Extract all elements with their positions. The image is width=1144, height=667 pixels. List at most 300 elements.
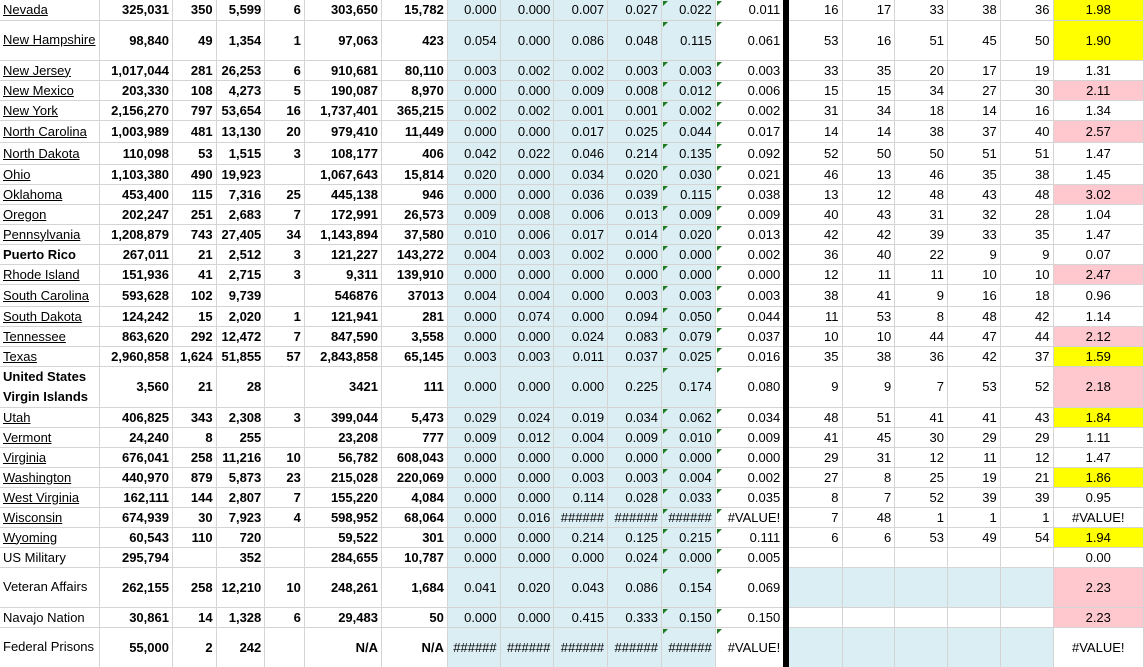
- row-label-cell[interactable]: Texas: [0, 346, 99, 366]
- data-cell[interactable]: 203,330: [99, 80, 172, 100]
- data-cell[interactable]: 8: [786, 487, 842, 507]
- data-cell[interactable]: 0.000: [447, 366, 500, 407]
- data-cell[interactable]: 777: [381, 427, 447, 447]
- data-cell[interactable]: 53,654: [216, 100, 265, 120]
- data-cell[interactable]: 598,952: [304, 507, 381, 527]
- row-label-cell[interactable]: New York: [0, 100, 99, 120]
- data-cell[interactable]: 15: [786, 80, 842, 100]
- data-cell[interactable]: 490: [172, 164, 216, 184]
- data-cell[interactable]: [842, 547, 895, 567]
- data-cell[interactable]: 0.028: [608, 487, 662, 507]
- data-cell[interactable]: 674,939: [99, 507, 172, 527]
- data-cell[interactable]: 0.012: [661, 80, 715, 100]
- data-cell[interactable]: 0.030: [661, 164, 715, 184]
- data-cell[interactable]: 45: [948, 20, 1001, 60]
- data-cell[interactable]: 42: [1000, 306, 1053, 326]
- data-cell[interactable]: 1,684: [381, 567, 447, 607]
- data-cell[interactable]: 0.215: [661, 527, 715, 547]
- data-cell[interactable]: 0.000: [447, 507, 500, 527]
- data-cell[interactable]: 0.039: [608, 184, 662, 204]
- data-cell[interactable]: 1,624: [172, 346, 216, 366]
- data-cell[interactable]: 53: [895, 527, 948, 547]
- data-cell[interactable]: 0.000: [715, 264, 786, 284]
- data-cell[interactable]: 0.061: [715, 20, 786, 60]
- data-cell[interactable]: 350: [172, 0, 216, 20]
- data-cell[interactable]: 406,825: [99, 407, 172, 427]
- data-cell[interactable]: 0.008: [500, 204, 554, 224]
- data-cell[interactable]: 36: [786, 244, 842, 264]
- data-cell[interactable]: [895, 627, 948, 667]
- data-cell[interactable]: 9: [786, 366, 842, 407]
- data-cell[interactable]: 14: [786, 120, 842, 142]
- data-cell[interactable]: 0.037: [715, 326, 786, 346]
- data-cell[interactable]: 48: [948, 306, 1001, 326]
- data-cell[interactable]: 17: [842, 0, 895, 20]
- data-cell[interactable]: 41: [172, 264, 216, 284]
- data-cell[interactable]: ######: [554, 627, 608, 667]
- data-cell[interactable]: 0.214: [554, 527, 608, 547]
- data-cell[interactable]: 0.154: [661, 567, 715, 607]
- data-cell[interactable]: 29: [786, 447, 842, 467]
- data-cell[interactable]: 52: [786, 142, 842, 164]
- data-cell[interactable]: 20: [895, 60, 948, 80]
- row-label-cell[interactable]: South Carolina: [0, 284, 99, 306]
- data-cell[interactable]: 10: [786, 326, 842, 346]
- data-cell[interactable]: #VALUE!: [715, 507, 786, 527]
- data-cell[interactable]: 6: [265, 607, 305, 627]
- data-cell[interactable]: 16: [786, 0, 842, 20]
- data-cell[interactable]: 481: [172, 120, 216, 142]
- data-cell[interactable]: 3421: [304, 366, 381, 407]
- data-cell[interactable]: 11: [842, 264, 895, 284]
- data-cell[interactable]: 48: [842, 507, 895, 527]
- data-cell[interactable]: 2: [172, 627, 216, 667]
- data-cell[interactable]: 0.020: [500, 567, 554, 607]
- data-cell[interactable]: 43: [842, 204, 895, 224]
- data-cell[interactable]: 162,111: [99, 487, 172, 507]
- data-cell[interactable]: 0.000: [554, 306, 608, 326]
- data-cell[interactable]: 14: [948, 100, 1001, 120]
- data-cell[interactable]: 44: [895, 326, 948, 346]
- data-cell[interactable]: 0.000: [447, 306, 500, 326]
- data-cell[interactable]: 3,558: [381, 326, 447, 346]
- data-cell[interactable]: 0.004: [447, 284, 500, 306]
- data-cell[interactable]: 2,512: [216, 244, 265, 264]
- data-cell[interactable]: 35: [786, 346, 842, 366]
- data-cell[interactable]: 6: [265, 60, 305, 80]
- data-cell[interactable]: 0.025: [608, 120, 662, 142]
- data-cell[interactable]: 0.000: [500, 607, 554, 627]
- row-label-cell[interactable]: Rhode Island: [0, 264, 99, 284]
- data-cell[interactable]: 10,787: [381, 547, 447, 567]
- data-cell[interactable]: 37: [948, 120, 1001, 142]
- row-label-cell[interactable]: Pennsylvania: [0, 224, 99, 244]
- data-cell[interactable]: 2,807: [216, 487, 265, 507]
- data-cell[interactable]: 0.006: [715, 80, 786, 100]
- data-cell[interactable]: 54: [1000, 527, 1053, 547]
- data-cell[interactable]: 0.000: [500, 164, 554, 184]
- row-label-cell[interactable]: Federal Prisons: [0, 627, 99, 667]
- data-cell[interactable]: 0.044: [661, 120, 715, 142]
- score-cell[interactable]: 2.57: [1053, 120, 1143, 142]
- data-cell[interactable]: 52: [895, 487, 948, 507]
- data-cell[interactable]: 0.000: [661, 547, 715, 567]
- data-cell[interactable]: 0.000: [500, 487, 554, 507]
- data-cell[interactable]: 0.041: [447, 567, 500, 607]
- score-cell[interactable]: 2.23: [1053, 567, 1143, 607]
- data-cell[interactable]: 295,794: [99, 547, 172, 567]
- data-cell[interactable]: 0.034: [715, 407, 786, 427]
- data-cell[interactable]: 0.029: [447, 407, 500, 427]
- data-cell[interactable]: 0.033: [661, 487, 715, 507]
- score-cell[interactable]: 2.47: [1053, 264, 1143, 284]
- data-cell[interactable]: 0.000: [500, 120, 554, 142]
- data-cell[interactable]: 40: [1000, 120, 1053, 142]
- data-cell[interactable]: 121,227: [304, 244, 381, 264]
- data-cell[interactable]: 16: [842, 20, 895, 60]
- data-cell[interactable]: 52: [1000, 366, 1053, 407]
- data-cell[interactable]: 7: [842, 487, 895, 507]
- data-cell[interactable]: 4: [265, 507, 305, 527]
- data-cell[interactable]: 0.046: [554, 142, 608, 164]
- score-cell[interactable]: 0.95: [1053, 487, 1143, 507]
- data-cell[interactable]: 0.020: [661, 224, 715, 244]
- data-cell[interactable]: 0.000: [500, 547, 554, 567]
- data-cell[interactable]: 11: [786, 306, 842, 326]
- data-cell[interactable]: 0.050: [661, 306, 715, 326]
- row-label-cell[interactable]: Nevada: [0, 0, 99, 20]
- data-cell[interactable]: 0.006: [500, 224, 554, 244]
- data-cell[interactable]: 31: [842, 447, 895, 467]
- data-cell[interactable]: 0.013: [715, 224, 786, 244]
- data-cell[interactable]: 0.003: [447, 346, 500, 366]
- row-label-cell[interactable]: US Military: [0, 547, 99, 567]
- data-cell[interactable]: 303,650: [304, 0, 381, 20]
- data-cell[interactable]: 1,067,643: [304, 164, 381, 184]
- data-cell[interactable]: 343: [172, 407, 216, 427]
- data-cell[interactable]: 14: [842, 120, 895, 142]
- data-cell[interactable]: 0.000: [500, 366, 554, 407]
- data-cell[interactable]: [895, 567, 948, 607]
- data-cell[interactable]: 110,098: [99, 142, 172, 164]
- data-cell[interactable]: 0.115: [661, 184, 715, 204]
- data-cell[interactable]: 0.011: [554, 346, 608, 366]
- data-cell[interactable]: [265, 164, 305, 184]
- row-label-cell[interactable]: South Dakota: [0, 306, 99, 326]
- data-cell[interactable]: 0.003: [661, 284, 715, 306]
- score-cell[interactable]: 1.86: [1053, 467, 1143, 487]
- data-cell[interactable]: 2,715: [216, 264, 265, 284]
- data-cell[interactable]: 406: [381, 142, 447, 164]
- data-cell[interactable]: 0.025: [661, 346, 715, 366]
- data-cell[interactable]: 0.021: [715, 164, 786, 184]
- data-cell[interactable]: 910,681: [304, 60, 381, 80]
- data-cell[interactable]: 0.000: [500, 0, 554, 20]
- data-cell[interactable]: ######: [447, 627, 500, 667]
- data-cell[interactable]: 80,110: [381, 60, 447, 80]
- row-label-cell[interactable]: New Mexico: [0, 80, 99, 100]
- data-cell[interactable]: 0.114: [554, 487, 608, 507]
- data-cell[interactable]: 0.001: [554, 100, 608, 120]
- data-cell[interactable]: 9: [842, 366, 895, 407]
- data-cell[interactable]: 33: [786, 60, 842, 80]
- data-cell[interactable]: 39: [895, 224, 948, 244]
- data-cell[interactable]: 0.415: [554, 607, 608, 627]
- data-cell[interactable]: 440,970: [99, 467, 172, 487]
- data-cell[interactable]: 0.017: [554, 120, 608, 142]
- data-cell[interactable]: 0.017: [715, 120, 786, 142]
- data-cell[interactable]: 258: [172, 567, 216, 607]
- data-cell[interactable]: 0.003: [447, 60, 500, 80]
- data-cell[interactable]: 0.010: [661, 427, 715, 447]
- data-cell[interactable]: 847,590: [304, 326, 381, 346]
- data-cell[interactable]: 57: [265, 346, 305, 366]
- data-cell[interactable]: 255: [216, 427, 265, 447]
- score-cell[interactable]: 1.47: [1053, 224, 1143, 244]
- data-cell[interactable]: 38: [948, 0, 1001, 20]
- data-cell[interactable]: 8: [895, 306, 948, 326]
- data-cell[interactable]: 301: [381, 527, 447, 547]
- data-cell[interactable]: 202,247: [99, 204, 172, 224]
- data-cell[interactable]: 608,043: [381, 447, 447, 467]
- data-cell[interactable]: 0.020: [608, 164, 662, 184]
- data-cell[interactable]: 0.000: [447, 527, 500, 547]
- data-cell[interactable]: 44: [1000, 326, 1053, 346]
- data-cell[interactable]: 9: [1000, 244, 1053, 264]
- data-cell[interactable]: 251: [172, 204, 216, 224]
- data-cell[interactable]: 248,261: [304, 567, 381, 607]
- data-cell[interactable]: 0.000: [554, 547, 608, 567]
- data-cell[interactable]: 21: [1000, 467, 1053, 487]
- data-cell[interactable]: 38: [786, 284, 842, 306]
- data-cell[interactable]: [786, 567, 842, 607]
- data-cell[interactable]: 19: [1000, 60, 1053, 80]
- data-cell[interactable]: 720: [216, 527, 265, 547]
- data-cell[interactable]: 39: [948, 487, 1001, 507]
- data-cell[interactable]: 0.000: [447, 547, 500, 567]
- data-cell[interactable]: 0.003: [715, 60, 786, 80]
- data-cell[interactable]: 33: [895, 0, 948, 20]
- data-cell[interactable]: 49: [172, 20, 216, 60]
- data-cell[interactable]: 27: [948, 80, 1001, 100]
- data-cell[interactable]: 1,143,894: [304, 224, 381, 244]
- data-cell[interactable]: 0.022: [500, 142, 554, 164]
- data-cell[interactable]: 7: [265, 204, 305, 224]
- data-cell[interactable]: 17: [948, 60, 1001, 80]
- data-cell[interactable]: 0.003: [500, 346, 554, 366]
- data-cell[interactable]: 0.214: [608, 142, 662, 164]
- data-cell[interactable]: 0.000: [500, 447, 554, 467]
- score-cell[interactable]: 1.47: [1053, 142, 1143, 164]
- data-cell[interactable]: [842, 567, 895, 607]
- data-cell[interactable]: 7: [265, 326, 305, 346]
- data-cell[interactable]: 0.000: [447, 467, 500, 487]
- data-cell[interactable]: 0.083: [608, 326, 662, 346]
- data-cell[interactable]: 13: [842, 164, 895, 184]
- data-cell[interactable]: ######: [661, 507, 715, 527]
- data-cell[interactable]: 0.004: [500, 284, 554, 306]
- row-label-cell[interactable]: New Hampshire: [0, 20, 99, 60]
- data-cell[interactable]: 1,103,380: [99, 164, 172, 184]
- data-cell[interactable]: ######: [554, 507, 608, 527]
- data-cell[interactable]: 0.017: [554, 224, 608, 244]
- data-cell[interactable]: 3: [265, 244, 305, 264]
- data-cell[interactable]: 53: [842, 306, 895, 326]
- data-cell[interactable]: 49: [948, 527, 1001, 547]
- data-cell[interactable]: 43: [1000, 407, 1053, 427]
- data-cell[interactable]: 19: [948, 467, 1001, 487]
- data-cell[interactable]: 25: [265, 184, 305, 204]
- data-cell[interactable]: 0.000: [554, 284, 608, 306]
- data-cell[interactable]: 0.000: [608, 244, 662, 264]
- data-cell[interactable]: [265, 627, 305, 667]
- data-cell[interactable]: 12: [786, 264, 842, 284]
- data-cell[interactable]: 25: [895, 467, 948, 487]
- data-cell[interactable]: 139,910: [381, 264, 447, 284]
- data-cell[interactable]: 5: [265, 80, 305, 100]
- data-cell[interactable]: 0.054: [447, 20, 500, 60]
- data-cell[interactable]: 292: [172, 326, 216, 346]
- data-cell[interactable]: 12: [842, 184, 895, 204]
- data-cell[interactable]: 0.150: [661, 607, 715, 627]
- data-cell[interactable]: 0.111: [715, 527, 786, 547]
- data-cell[interactable]: 267,011: [99, 244, 172, 264]
- score-cell[interactable]: #VALUE!: [1053, 627, 1143, 667]
- data-cell[interactable]: 9: [895, 284, 948, 306]
- data-cell[interactable]: 3: [265, 407, 305, 427]
- data-cell[interactable]: 0.002: [715, 467, 786, 487]
- data-cell[interactable]: 24,240: [99, 427, 172, 447]
- data-cell[interactable]: 121,941: [304, 306, 381, 326]
- data-cell[interactable]: 0.009: [554, 80, 608, 100]
- data-cell[interactable]: 0.001: [608, 100, 662, 120]
- data-cell[interactable]: 1,208,879: [99, 224, 172, 244]
- data-cell[interactable]: 0.000: [554, 447, 608, 467]
- data-cell[interactable]: 979,410: [304, 120, 381, 142]
- data-cell[interactable]: 0.042: [447, 142, 500, 164]
- score-cell[interactable]: 3.02: [1053, 184, 1143, 204]
- data-cell[interactable]: 5,599: [216, 0, 265, 20]
- data-cell[interactable]: 676,041: [99, 447, 172, 467]
- data-cell[interactable]: 0.174: [661, 366, 715, 407]
- data-cell[interactable]: [265, 366, 305, 407]
- data-cell[interactable]: 9,739: [216, 284, 265, 306]
- data-cell[interactable]: 15: [842, 80, 895, 100]
- data-cell[interactable]: 9: [948, 244, 1001, 264]
- data-cell[interactable]: 59,522: [304, 527, 381, 547]
- data-cell[interactable]: 0.003: [554, 467, 608, 487]
- data-cell[interactable]: 50: [381, 607, 447, 627]
- data-cell[interactable]: 1,003,989: [99, 120, 172, 142]
- data-cell[interactable]: 28: [1000, 204, 1053, 224]
- data-cell[interactable]: 7,316: [216, 184, 265, 204]
- data-cell[interactable]: 0.004: [447, 244, 500, 264]
- data-cell[interactable]: 0.115: [661, 20, 715, 60]
- data-cell[interactable]: 0.016: [715, 346, 786, 366]
- data-cell[interactable]: 111: [381, 366, 447, 407]
- data-cell[interactable]: 16: [1000, 100, 1053, 120]
- data-cell[interactable]: 10: [842, 326, 895, 346]
- data-cell[interactable]: 0.009: [608, 427, 662, 447]
- data-cell[interactable]: 47: [948, 326, 1001, 346]
- data-cell[interactable]: 0.011: [715, 0, 786, 20]
- data-cell[interactable]: 0.037: [608, 346, 662, 366]
- data-cell[interactable]: 0.009: [715, 204, 786, 224]
- data-cell[interactable]: 0.003: [661, 60, 715, 80]
- data-cell[interactable]: 4,273: [216, 80, 265, 100]
- data-cell[interactable]: 0.000: [608, 264, 662, 284]
- score-cell[interactable]: 0.07: [1053, 244, 1143, 264]
- data-cell[interactable]: 220,069: [381, 467, 447, 487]
- data-cell[interactable]: 23: [265, 467, 305, 487]
- data-cell[interactable]: 144: [172, 487, 216, 507]
- data-cell[interactable]: 0.016: [500, 507, 554, 527]
- data-cell[interactable]: 41: [948, 407, 1001, 427]
- score-cell[interactable]: 2.23: [1053, 607, 1143, 627]
- data-cell[interactable]: 0.000: [447, 326, 500, 346]
- data-cell[interactable]: 879: [172, 467, 216, 487]
- data-cell[interactable]: 38: [842, 346, 895, 366]
- row-label-cell[interactable]: Oregon: [0, 204, 99, 224]
- data-cell[interactable]: 423: [381, 20, 447, 60]
- data-cell[interactable]: N/A: [304, 627, 381, 667]
- row-label-cell[interactable]: North Dakota: [0, 142, 99, 164]
- data-cell[interactable]: 51: [895, 20, 948, 60]
- data-cell[interactable]: [786, 607, 842, 627]
- data-cell[interactable]: 37,580: [381, 224, 447, 244]
- data-cell[interactable]: 38: [1000, 164, 1053, 184]
- data-cell[interactable]: 0.024: [500, 407, 554, 427]
- data-cell[interactable]: 46: [786, 164, 842, 184]
- data-cell[interactable]: 0.333: [608, 607, 662, 627]
- data-cell[interactable]: 0.009: [447, 204, 500, 224]
- data-cell[interactable]: 0.002: [715, 244, 786, 264]
- data-cell[interactable]: 13,130: [216, 120, 265, 142]
- data-cell[interactable]: 33: [948, 224, 1001, 244]
- data-cell[interactable]: 30: [895, 427, 948, 447]
- data-cell[interactable]: 6: [265, 0, 305, 20]
- data-cell[interactable]: 41: [786, 427, 842, 447]
- data-cell[interactable]: 0.005: [715, 547, 786, 567]
- data-cell[interactable]: [265, 284, 305, 306]
- data-cell[interactable]: 365,215: [381, 100, 447, 120]
- data-cell[interactable]: 34: [842, 100, 895, 120]
- data-cell[interactable]: 1,515: [216, 142, 265, 164]
- data-cell[interactable]: 41: [895, 407, 948, 427]
- data-cell[interactable]: 2,960,858: [99, 346, 172, 366]
- row-label-cell[interactable]: Utah: [0, 407, 99, 427]
- data-cell[interactable]: 0.003: [608, 284, 662, 306]
- data-cell[interactable]: 0.006: [554, 204, 608, 224]
- data-cell[interactable]: 0.009: [447, 427, 500, 447]
- data-cell[interactable]: 42: [842, 224, 895, 244]
- data-cell[interactable]: 43: [948, 184, 1001, 204]
- data-cell[interactable]: [265, 547, 305, 567]
- data-cell[interactable]: 26,253: [216, 60, 265, 80]
- data-cell[interactable]: 155,220: [304, 487, 381, 507]
- data-cell[interactable]: 15,814: [381, 164, 447, 184]
- data-cell[interactable]: 37: [1000, 346, 1053, 366]
- data-cell[interactable]: 0.000: [661, 264, 715, 284]
- data-cell[interactable]: 12: [1000, 447, 1053, 467]
- data-cell[interactable]: 0.002: [447, 100, 500, 120]
- data-cell[interactable]: 10: [265, 567, 305, 607]
- data-cell[interactable]: ######: [608, 507, 662, 527]
- data-cell[interactable]: [895, 547, 948, 567]
- data-cell[interactable]: 0.069: [715, 567, 786, 607]
- data-cell[interactable]: 29: [1000, 427, 1053, 447]
- data-cell[interactable]: 50: [1000, 20, 1053, 60]
